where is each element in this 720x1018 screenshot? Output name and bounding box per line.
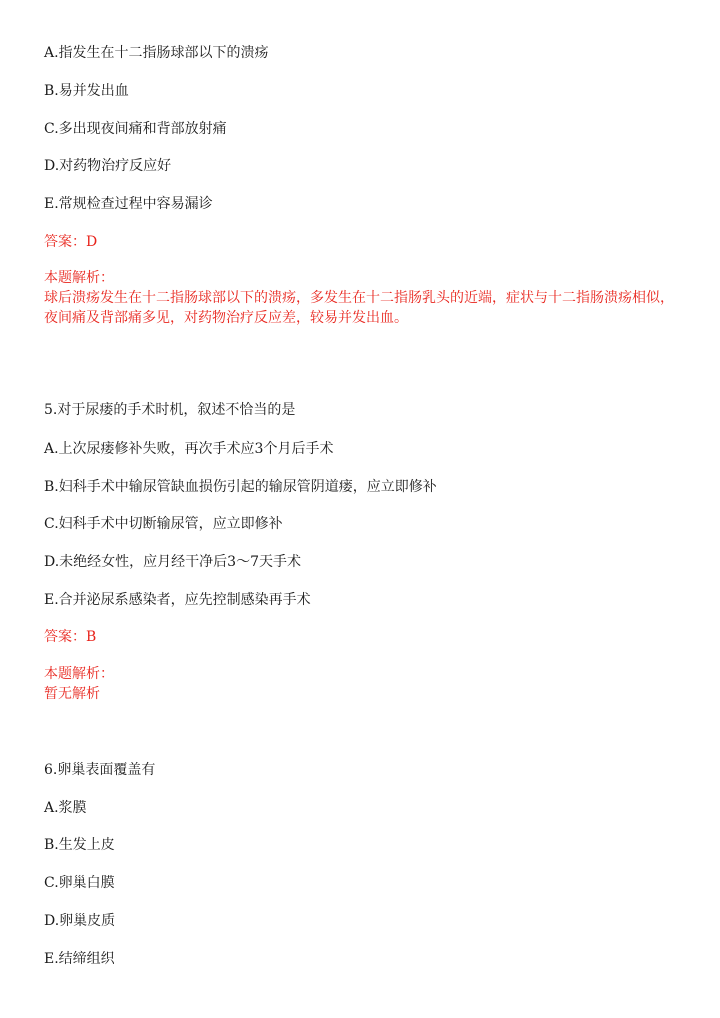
q4-option-b: B.易并发出血 bbox=[44, 83, 129, 99]
q5-question: 5.对于尿瘘的手术时机，叙述不恰当的是 bbox=[44, 402, 296, 418]
q4-option-c: C.多出现夜间痛和背部放射痛 bbox=[44, 121, 227, 137]
q5-option-e: E.合并泌尿系感染者，应先控制感染再手术 bbox=[44, 592, 311, 608]
q6-option-e: E.结缔组织 bbox=[44, 951, 115, 967]
q5-option-a: A.上次尿瘘修补失败，再次手术应3个月后手术 bbox=[44, 441, 334, 457]
q4-option-d: D.对药物治疗反应好 bbox=[44, 158, 172, 174]
q4-option-e: E.常规检查过程中容易漏诊 bbox=[44, 196, 213, 212]
q4-analysis bbox=[44, 268, 684, 328]
q4-analysis-line-2: 夜间痛及背部痛多见，对药物治疗反应差，较易并发出血。 bbox=[44, 310, 408, 326]
q5-analysis-text: 暂无解析 bbox=[44, 686, 100, 702]
q5-option-d: D.未绝经女性，应月经干净后3～7天手术 bbox=[44, 554, 301, 570]
q5-analysis-label: 本题解析： bbox=[44, 666, 114, 682]
q5-answer: 答案：B bbox=[44, 629, 97, 645]
q6-option-c: C.卵巢白膜 bbox=[44, 875, 115, 891]
q6-question: 6.卵巢表面覆盖有 bbox=[44, 762, 156, 778]
q4-analysis-line-1: 球后溃疡发生在十二指肠球部以下的溃疡，多发生在十二指肠乳头的近端，症状与十二指肠溃疡相似， bbox=[44, 290, 674, 306]
q5-option-c: C.妇科手术中切断输尿管，应立即修补 bbox=[44, 516, 283, 532]
q6-option-b: B.生发上皮 bbox=[44, 837, 115, 853]
q4-answer: 答案：D bbox=[44, 234, 98, 250]
q5-option-b: B.妇科手术中输尿管缺血损伤引起的输尿管阴道瘘，应立即修补 bbox=[44, 479, 437, 495]
q4-option-a: A.指发生在十二指肠球部以下的溃疡 bbox=[44, 45, 269, 61]
q6-option-a: A.浆膜 bbox=[44, 800, 87, 816]
q4-analysis-label: 本题解析： bbox=[44, 270, 114, 286]
q6-option-d: D.卵巢皮质 bbox=[44, 913, 116, 929]
q5-analysis bbox=[44, 664, 684, 704]
